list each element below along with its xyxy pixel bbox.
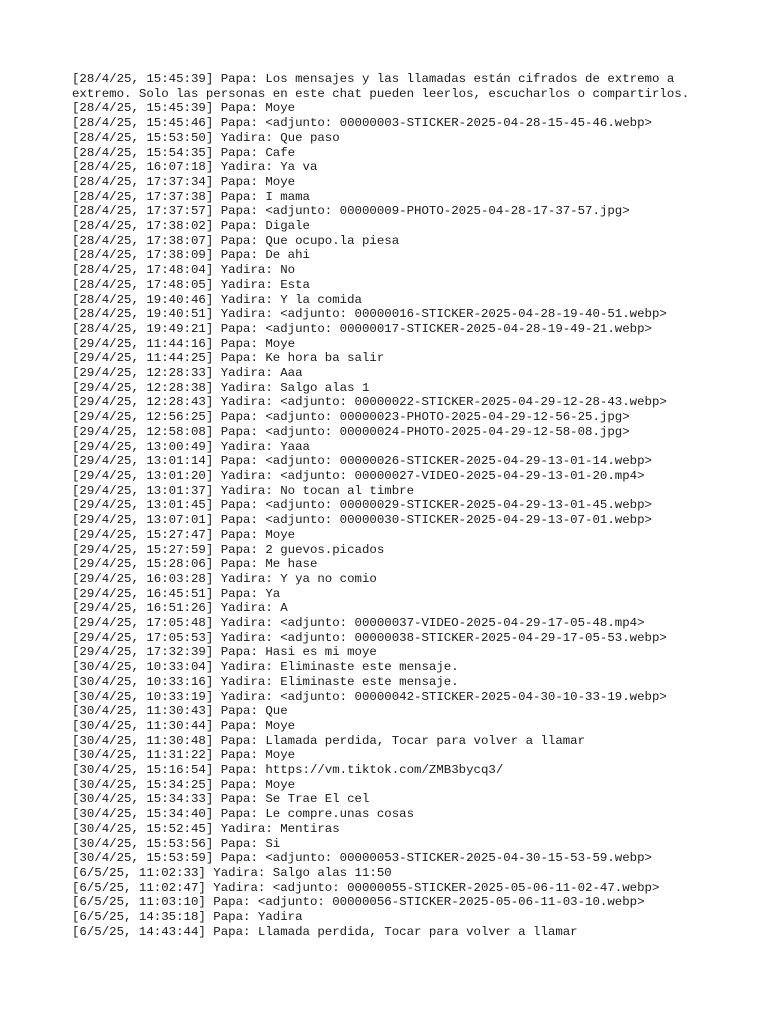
transcript-line: [29/4/25, 12:58:08] Papa: <adjunto: 00000024-PHOTO-2025-04-29-12-58-08.jpg> — [72, 424, 630, 439]
transcript-line: [29/4/25, 11:44:16] Papa: Moye — [72, 336, 296, 351]
transcript-line: [29/4/25, 13:01:45] Papa: <adjunto: 00000029-STICKER-2025-04-29-13-01-45.webp> — [72, 498, 652, 513]
transcript-line: [28/4/25, 15:45:46] Papa: <adjunto: 00000003-STICKER-2025-04-28-15-45-46.webp> — [72, 116, 652, 131]
transcript-line: [28/4/25, 17:38:09] Papa: De ahi — [72, 248, 310, 263]
transcript-line: [29/4/25, 15:27:59] Papa: 2 guevos.picados — [72, 542, 385, 557]
transcript-line: [28/4/25, 19:40:46] Yadira: Y la comida — [72, 292, 362, 307]
transcript-line: [28/4/25, 15:45:39] Papa: Los mensajes y las llamadas están cifrados de extremo a extremo. Solo las personas en este chat pueden leerlos, escucharlos o compartirlos. — [72, 72, 690, 101]
transcript-line: [29/4/25, 13:01:14] Papa: <adjunto: 00000026-STICKER-2025-04-29-13-01-14.webp> — [72, 454, 652, 469]
transcript-line: [29/4/25, 12:56:25] Papa: <adjunto: 00000023-PHOTO-2025-04-29-12-56-25.jpg> — [72, 410, 630, 425]
transcript-line: [29/4/25, 12:28:33] Yadira: Aaa — [72, 366, 303, 381]
transcript-line: [29/4/25, 12:28:43] Yadira: <adjunto: 00000022-STICKER-2025-04-29-12-28-43.webp> — [72, 395, 667, 410]
transcript-line: [28/4/25, 17:38:07] Papa: Que ocupo.la piesa — [72, 233, 400, 248]
transcript-line: [30/4/25, 11:30:44] Papa: Moye — [72, 718, 296, 733]
transcript-line: [30/4/25, 15:53:59] Papa: <adjunto: 00000053-STICKER-2025-04-30-15-53-59.webp> — [72, 851, 652, 866]
transcript-line: [30/4/25, 15:34:40] Papa: Le compre.unas cosas — [72, 807, 415, 822]
transcript-line: [28/4/25, 17:48:04] Yadira: No — [72, 263, 296, 278]
transcript-line: [29/4/25, 15:27:47] Papa: Moye — [72, 527, 296, 542]
transcript-line: [6/5/25, 14:43:44] Papa: Llamada perdida, Tocar para volver a llamar — [72, 924, 578, 939]
chat-transcript — [72, 72, 702, 939]
transcript-line: [30/4/25, 10:33:16] Yadira: Eliminaste este mensaje. — [72, 674, 459, 689]
transcript-line: [29/4/25, 13:01:20] Yadira: <adjunto: 00000027-VIDEO-2025-04-29-13-01-20.mp4> — [72, 468, 645, 483]
transcript-line: [28/4/25, 19:40:51] Yadira: <adjunto: 00000016-STICKER-2025-04-28-19-40-51.webp> — [72, 307, 667, 322]
transcript-line: [29/4/25, 12:28:38] Yadira: Salgo alas 1 — [72, 380, 370, 395]
transcript-line: [29/4/25, 17:05:48] Yadira: <adjunto: 00000037-VIDEO-2025-04-29-17-05-48.mp4> — [72, 616, 645, 631]
transcript-line: [30/4/25, 11:30:48] Papa: Llamada perdida, Tocar para volver a llamar — [72, 733, 586, 748]
transcript-line: [29/4/25, 13:00:49] Yadira: Yaaa — [72, 439, 310, 454]
transcript-line: [28/4/25, 17:37:34] Papa: Moye — [72, 174, 296, 189]
transcript-line: [28/4/25, 17:37:57] Papa: <adjunto: 00000009-PHOTO-2025-04-28-17-37-57.jpg> — [72, 204, 630, 219]
transcript-line: [28/4/25, 19:49:21] Papa: <adjunto: 00000017-STICKER-2025-04-28-19-49-21.webp> — [72, 321, 652, 336]
transcript-line: [30/4/25, 15:34:33] Papa: Se Trae El cel — [72, 792, 370, 807]
transcript-line: [29/4/25, 15:28:06] Papa: Me hase — [72, 557, 318, 572]
transcript-line: [28/4/25, 15:53:50] Yadira: Que paso — [72, 130, 340, 145]
transcript-line: [29/4/25, 17:05:53] Yadira: <adjunto: 00000038-STICKER-2025-04-29-17-05-53.webp> — [72, 630, 667, 645]
transcript-line: [30/4/25, 11:31:22] Papa: Moye — [72, 748, 296, 763]
transcript-line: [30/4/25, 15:16:54] Papa: https://vm.tiktok.com/ZMB3bycq3/ — [72, 763, 504, 778]
transcript-line: [30/4/25, 15:34:25] Papa: Moye — [72, 777, 296, 792]
transcript-line: [6/5/25, 14:35:18] Papa: Yadira — [72, 910, 303, 925]
transcript-line: [29/4/25, 16:03:28] Yadira: Y ya no comio — [72, 571, 377, 586]
transcript-line: [6/5/25, 11:03:10] Papa: <adjunto: 00000056-STICKER-2025-05-06-11-03-10.webp> — [72, 895, 645, 910]
transcript-line: [29/4/25, 16:51:26] Yadira: A — [72, 601, 288, 616]
transcript-line: [29/4/25, 13:01:37] Yadira: No tocan al timbre — [72, 483, 415, 498]
transcript-line: [29/4/25, 11:44:25] Papa: Ke hora ba salir — [72, 351, 385, 366]
transcript-line: [30/4/25, 10:33:19] Yadira: <adjunto: 00000042-STICKER-2025-04-30-10-33-19.webp> — [72, 689, 667, 704]
transcript-line: [6/5/25, 11:02:33] Yadira: Salgo alas 11:50 — [72, 865, 392, 880]
transcript-line: [28/4/25, 17:48:05] Yadira: Esta — [72, 277, 310, 292]
transcript-line: [30/4/25, 15:52:45] Yadira: Mentiras — [72, 821, 340, 836]
transcript-line: [28/4/25, 17:38:02] Papa: Digale — [72, 219, 310, 234]
transcript-line: [29/4/25, 16:45:51] Papa: Ya — [72, 586, 281, 601]
transcript-line: [29/4/25, 13:07:01] Papa: <adjunto: 00000030-STICKER-2025-04-29-13-07-01.webp> — [72, 513, 652, 528]
transcript-line: [6/5/25, 11:02:47] Yadira: <adjunto: 00000055-STICKER-2025-05-06-11-02-47.webp> — [72, 880, 660, 895]
transcript-line: [28/4/25, 15:54:35] Papa: Cafe — [72, 145, 296, 160]
transcript-line: [28/4/25, 16:07:18] Yadira: Ya va — [72, 160, 318, 175]
transcript-line: [28/4/25, 17:37:38] Papa: I mama — [72, 189, 310, 204]
transcript-line: [28/4/25, 15:45:39] Papa: Moye — [72, 101, 296, 116]
transcript-line: [30/4/25, 11:30:43] Papa: Que — [72, 704, 288, 719]
transcript-line: [30/4/25, 10:33:04] Yadira: Eliminaste este mensaje. — [72, 660, 459, 675]
transcript-line: [30/4/25, 15:53:56] Papa: Si — [72, 836, 281, 851]
transcript-line: [29/4/25, 17:32:39] Papa: Hasi es mi moye — [72, 645, 377, 660]
